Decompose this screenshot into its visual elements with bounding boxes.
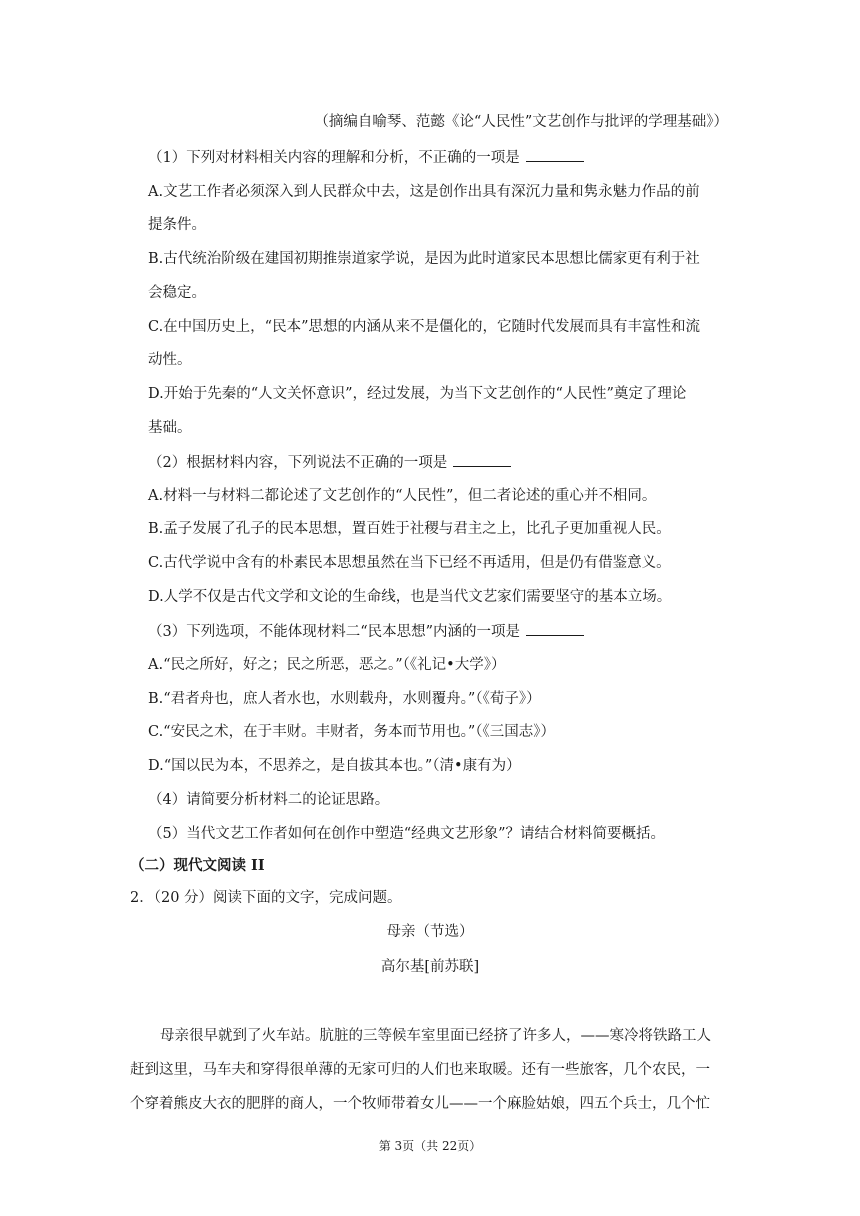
q3-option-b: B.“君者舟也，庶人者水也，水则载舟，水则覆舟。”（《荀子》） bbox=[148, 691, 541, 707]
answer-blank bbox=[453, 452, 511, 467]
page-footer: 第 3页（共 22页） bbox=[378, 1139, 482, 1153]
q1-option-b-line2: 会稳定。 bbox=[148, 285, 206, 301]
q3-option-d: D.“国以民为本，不思养之，是自拔其本也。”（清•康有为） bbox=[148, 758, 521, 774]
answer-blank bbox=[526, 147, 584, 162]
passage-para-line3: 个穿着熊皮大衣的肥胖的商人，一个牧师带着女儿——一个麻脸姑娘，四五个兵士，几个忙 bbox=[130, 1096, 710, 1112]
source-note: （摘编自喻琴、范懿《论“人民性”文艺创作与批评的学理基础》） bbox=[314, 114, 728, 130]
q2-option-a: A.材料一与材料二都论述了文艺创作的“人民性”，但二者论述的重心并不相同。 bbox=[148, 488, 657, 504]
q1-option-d-line1: D.开始于先秦的“人文关怀意识”，经过发展，为当下文艺创作的“人民性”奠定了理论 bbox=[148, 386, 687, 402]
q3-option-c: C.“安民之术，在于丰财。丰财者，务本而节用也。”（《三国志》） bbox=[148, 724, 556, 740]
q5-stem: （5）当代文艺工作者如何在创作中塑造“经典文艺形象”？请结合材料简要概括。 bbox=[148, 826, 666, 842]
question-2-stem: 2．（20 分）阅读下面的文字，完成问题。 bbox=[130, 890, 402, 906]
q1-stem: （1）下列对材料相关内容的理解和分析，不正确的一项是 bbox=[148, 147, 738, 168]
q1-option-b-line1: B.古代统治阶级在建国初期推崇道家学说，是因为此时道家民本思想比儒家更有利于社 bbox=[148, 251, 700, 267]
q2-option-c: C.古代学说中含有的朴素民本思想虽然在当下已经不再适用，但是仍有借鉴意义。 bbox=[148, 555, 671, 571]
passage-para-line2: 赶到这里，马车夫和穿得很单薄的无家可归的人们也来取暖。还有一些旅客，几个农民，一 bbox=[130, 1062, 710, 1078]
q2-stem: （2）根据材料内容，下列说法不正确的一项是 bbox=[148, 452, 738, 473]
q3-stem: （3）下列选项，不能体现材料二“民本思想”内涵的一项是 bbox=[148, 621, 738, 642]
passage-title: 母亲（节选） bbox=[386, 924, 474, 940]
answer-blank bbox=[526, 621, 584, 636]
q1-option-c-line1: C.在中国历史上，“民本”思想的内涵从来不是僵化的，它随时代发展而具有丰富性和流 bbox=[148, 319, 701, 335]
q2-option-b: B.孟子发展了孔子的民本思想，置百姓于社稷与君主之上，比孔子更加重视人民。 bbox=[148, 521, 671, 537]
q1-option-c-line2: 动性。 bbox=[148, 352, 192, 368]
q4-stem: （4）请简要分析材料二的论证思路。 bbox=[148, 792, 390, 808]
q1-option-a-line1: A.文艺工作者必须深入到人民群众中去，这是创作出具有深沉力量和隽永魅力作品的前 bbox=[148, 184, 700, 200]
q2-option-d: D.人学不仅是古代文学和文论的生命线，也是当代文艺家们需要坚守的基本立场。 bbox=[148, 589, 672, 605]
section-heading: （二）现代文阅读 II bbox=[130, 857, 265, 874]
q1-option-d-line2: 基础。 bbox=[148, 420, 192, 436]
q3-option-a: A.“民之所好，好之；民之所恶，恶之。”（《礼记•大学》） bbox=[148, 657, 506, 673]
q1-option-a-line2: 提条件。 bbox=[148, 217, 206, 233]
passage-author: 高尔基[前苏联] bbox=[380, 959, 480, 975]
passage-para-line1: 母亲很早就到了火车站。肮脏的三等候车室里面已经挤了许多人，——寒冷将铁路工人 bbox=[160, 1028, 711, 1044]
